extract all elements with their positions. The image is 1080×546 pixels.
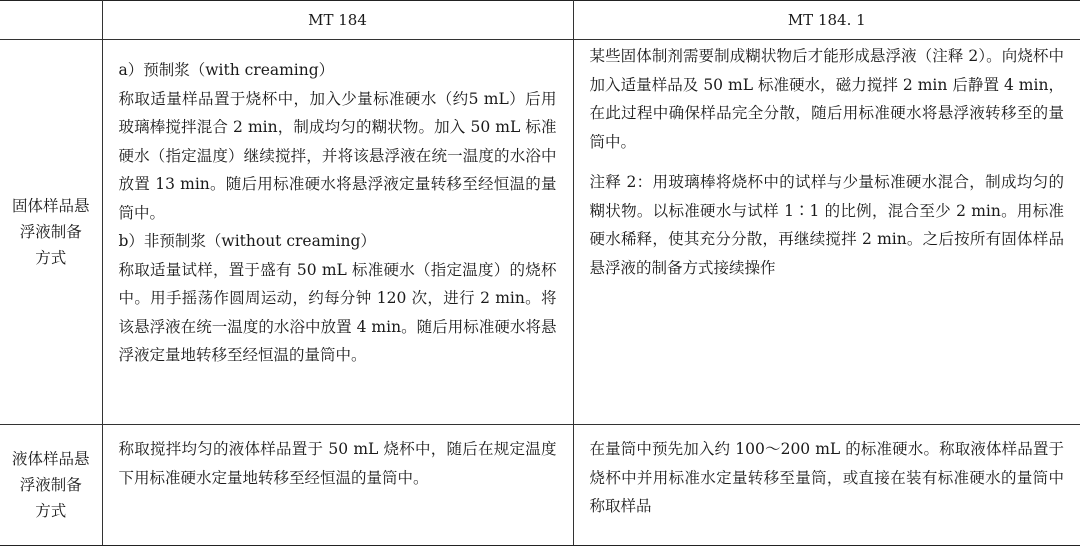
paragraph: 某些固体制剂需要制成糊状物后才能形成悬浮液（注释 2）。向烧杯中加入适量样品及 50 mL 标准硬水，磁力搅拌 2 min 后静置 4 min，在此过程中确保样品完全分散，随后用标准硬水将悬浮液转移至的量筒中。 [589, 47, 1064, 151]
paragraph: 称取适量样品置于烧杯中，加入少量标准硬水（约5 mL）后用玻璃棒搅拌混合 2 min，制成均匀的糊状物。加入 50 mL 标准硬水（指定温度）继续搅拌，并将该悬浮液在统一温度的水浴中放置 13 min。随后用标准硬水将悬浮液定量转移至经恒温的量筒中。 [118, 89, 557, 222]
row-label-liquid [0, 425, 102, 546]
table-row [0, 40, 1080, 425]
row-label-solid [0, 40, 102, 425]
cell-liquid-mt1841 [573, 425, 1080, 546]
header-cell-mt184: MT 184 [102, 1, 573, 40]
label-line: 方式 [35, 249, 67, 267]
label-line: 浮液制备 [19, 223, 82, 241]
paragraph: 称取搅拌均匀的液体样品置于 50 mL 烧杯中，随后在规定温度下用标准硬水定量地转移至经恒温的量筒中。 [118, 440, 557, 487]
header-cell-mt1841: MT 184. 1 [573, 1, 1080, 40]
sub-heading-a: a）预制浆（with creaming） [118, 61, 335, 79]
paragraph: 称取适量试样，置于盛有 50 mL 标准硬水（指定温度）的烧杯中。用手摇荡作圆周运动，约每分钟 120 次，进行 2 min。将该悬浮液在统一温度的水浴中放置 4 min。随后用标准硬水将悬浮液定量地转移至经恒温的量筒中。 [118, 260, 557, 364]
cell-liquid-mt184 [102, 425, 573, 546]
note-paragraph: 注释 2：用玻璃棒将烧杯中的试样与少量标准硬水混合，制成均匀的糊状物。以标准硬水与试样 1∶1 的比例，混合至少 2 min。用标准硬水稀释，使其充分分散，再继续搅拌 2 min。之后按所有固体样品悬浮液的制备方式接续操作 [589, 173, 1064, 277]
cell-solid-mt184 [102, 40, 573, 425]
sub-heading-b: b）非预制浆（without creaming） [118, 232, 376, 250]
table-row [0, 425, 1080, 546]
label-line: 液体样品悬 [11, 450, 90, 468]
cell-solid-mt1841 [573, 40, 1080, 425]
paragraph: 在量筒中预先加入约 100～200 mL 的标准硬水。称取液体样品置于烧杯中并用标准水定量转移至量筒，或直接在装有标准硬水的量筒中称取样品 [589, 440, 1064, 515]
header-cell-blank [0, 1, 102, 40]
label-line: 浮液制备 [19, 476, 82, 494]
label-line: 固体样品悬 [11, 197, 90, 215]
label-line: 方式 [35, 502, 67, 520]
header-row [0, 1, 1080, 40]
